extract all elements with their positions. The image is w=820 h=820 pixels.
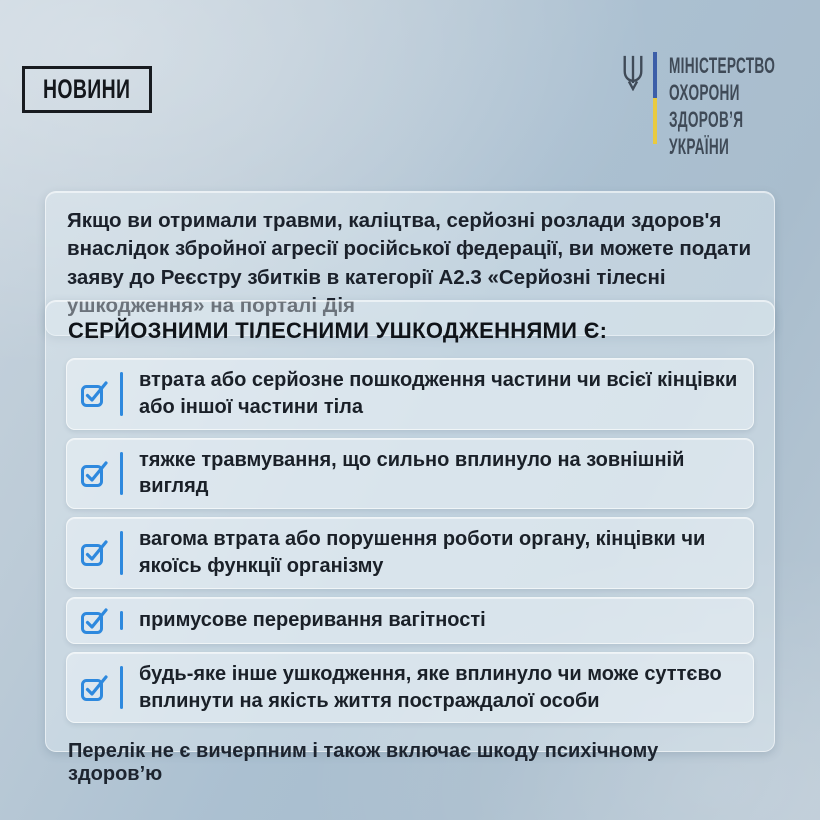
checklist-item: [66, 652, 754, 724]
checkbox-checked-icon: [80, 673, 109, 702]
item-divider: [120, 452, 123, 496]
checkbox-checked-icon: [80, 606, 109, 635]
intro-text: Якщо ви отримали травми, каліцтва, серйозні розлади здоров'я внаслідок збройної агресії російської федерації, ви можете подати заяву до Реєстру збитків в категорії А2.3 «Серйозні тілесні ушкодження» на порталі Дія: [67, 209, 752, 317]
ministry-name-line: МІНІСТЕРСТВО: [669, 53, 776, 78]
news-badge-label: НОВИНИ: [43, 74, 131, 104]
ministry-name-line: ОХОРОНИ: [669, 80, 740, 105]
checkbox-checked-icon: [80, 379, 109, 408]
checklist-item: [66, 517, 754, 589]
item-divider: [120, 611, 123, 630]
checklist-item-text: втрата або серйозне пошкодження частини чи всієї кінцівки або іншої частини тіла: [139, 369, 738, 418]
ministry-logo: [620, 52, 820, 160]
item-divider: [120, 666, 123, 710]
item-divider: [120, 372, 123, 416]
checklist-card: [45, 300, 775, 786]
news-badge: [22, 66, 152, 113]
flag-blue-segment: [653, 52, 657, 98]
checklist-item-text: тяжке травмування, що сильно вплинуло на зовнішній вигляд: [139, 448, 685, 498]
checklist-item: [66, 358, 754, 430]
checklist-title: СЕРЙОЗНИМИ ТІЛЕСНИМИ УШКОДЖЕННЯМИ Є:: [68, 318, 608, 343]
checklist-item-text: примусове переривання вагітності: [139, 608, 486, 631]
checklist-item-text: будь-яке інше ушкодження, яке вплинуло чи може суттєво вплинути на якість життя постраждалої особи: [139, 662, 722, 712]
ministry-name-line: ЗДОРОВ’Я: [669, 107, 744, 132]
flag-yellow-segment: [653, 98, 657, 144]
checklist-item: [66, 438, 754, 510]
item-divider: [120, 531, 123, 575]
ministry-name-line: УКРАЇНИ: [669, 134, 730, 159]
checklist-note: Перелік не є вичерпним і також включає шкоду психічному здоров’ю: [68, 740, 659, 786]
checklist-item-text: вагома втрата або порушення роботи органу, кінцівки чи якоїсь функції організму: [139, 528, 706, 577]
checkbox-checked-icon: [80, 459, 109, 488]
trident-icon: [620, 55, 646, 91]
checklist-item: [66, 597, 754, 644]
ministry-name: [669, 52, 820, 160]
checklist-items: [66, 358, 754, 723]
flag-bar: [653, 52, 657, 144]
checkbox-checked-icon: [80, 538, 109, 567]
